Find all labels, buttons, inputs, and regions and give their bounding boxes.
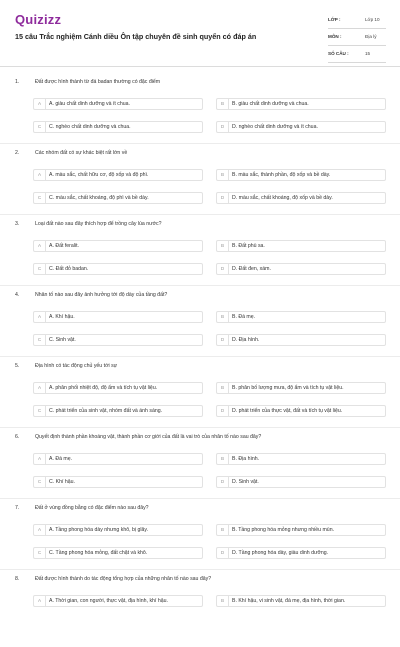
option-letter: D: [217, 193, 229, 203]
option-text: B. Tầng phong hóa mỏng nhưng nhiều mùn.: [232, 527, 335, 533]
option-b[interactable]: [216, 240, 386, 252]
option-letter: C: [34, 335, 46, 345]
option-text: A. màu sắc, chất hữu cơ, độ xốp và độ phì.: [49, 172, 149, 178]
option-letter: B: [217, 383, 229, 393]
option-letter: B: [217, 596, 229, 606]
worksheet-meta: [328, 14, 386, 65]
option-c[interactable]: [33, 476, 203, 488]
meta-grade-label: LỚP :: [328, 17, 341, 22]
option-letter: B: [217, 525, 229, 535]
option-letter: C: [34, 548, 46, 558]
option-b[interactable]: [216, 453, 386, 465]
option-b[interactable]: [216, 311, 386, 323]
option-text: C. màu sắc, chất khoáng, độ phì và bề dày.: [49, 195, 149, 201]
option-text: D. màu sắc, chất khoáng, độ xốp và bề dày.: [232, 195, 333, 201]
option-letter: B: [217, 454, 229, 464]
question-7: [0, 505, 400, 576]
question-1: [0, 79, 400, 150]
question-divider: [0, 356, 400, 357]
option-b[interactable]: [216, 169, 386, 181]
question-divider: [0, 498, 400, 499]
option-text: A. Khí hậu.: [49, 314, 75, 320]
question-divider: [0, 569, 400, 570]
option-d[interactable]: [216, 476, 386, 488]
option-a[interactable]: [33, 311, 203, 323]
option-letter: A: [34, 525, 46, 535]
question-text: Loại đất nào sau đây thích hợp để trồng cây lúa nước?: [35, 221, 162, 227]
option-c[interactable]: [33, 547, 203, 559]
option-a[interactable]: [33, 169, 203, 181]
worksheet-title: 15 câu Trắc nghiệm Cánh diều Ôn tập chuyên đề sinh quyển có đáp án: [15, 32, 257, 41]
question-number: 5.: [15, 363, 20, 369]
option-c[interactable]: [33, 263, 203, 275]
question-divider: [0, 285, 400, 286]
option-text: A. Thời gian, con người, thực vật, địa hình, khí hậu.: [49, 598, 168, 604]
option-letter: D: [217, 477, 229, 487]
question-text: Đất được hình thành do tác động tổng hợp của những nhân tố nào sau đây?: [35, 576, 212, 582]
meta-subject-row: [328, 31, 386, 46]
option-text: C. Tầng phong hóa mỏng, đất chặt và khô.: [49, 550, 148, 556]
option-letter: A: [34, 596, 46, 606]
option-letter: D: [217, 548, 229, 558]
option-c[interactable]: [33, 192, 203, 204]
option-d[interactable]: [216, 405, 386, 417]
question-text: Nhân tố nào sau đây ảnh hưởng tới độ dày của tầng đất?: [35, 292, 168, 298]
option-letter: B: [217, 99, 229, 109]
option-d[interactable]: [216, 192, 386, 204]
question-text: Đất ở vùng đồng bằng có đặc điểm nào sau đây?: [35, 505, 149, 511]
option-letter: B: [217, 170, 229, 180]
option-letter: B: [217, 312, 229, 322]
option-letter: C: [34, 477, 46, 487]
option-text: D. Địa hình.: [232, 337, 260, 343]
meta-grade-value: Lớp 10: [365, 17, 380, 22]
option-letter: D: [217, 406, 229, 416]
question-list: [0, 79, 400, 647]
question-number: 7.: [15, 505, 20, 511]
option-d[interactable]: [216, 121, 386, 133]
option-text: A. Đá mẹ.: [49, 456, 73, 462]
option-letter: A: [34, 454, 46, 464]
option-a[interactable]: [33, 240, 203, 252]
meta-subject-label: MÔN :: [328, 34, 342, 39]
option-letter: C: [34, 193, 46, 203]
option-text: C. nghèo chất dinh dưỡng và chua.: [49, 124, 131, 130]
option-a[interactable]: [33, 382, 203, 394]
question-number: 6.: [15, 434, 20, 440]
option-text: B. Khí hậu, vi sinh vật, đá mẹ, địa hình, thời gian.: [232, 598, 346, 604]
question-8: [0, 576, 400, 647]
option-text: D. Tầng phong hóa dày, giàu dinh dưỡng.: [232, 550, 329, 556]
option-text: C. Khí hậu.: [49, 479, 75, 485]
option-letter: A: [34, 241, 46, 251]
meta-count-row: [328, 48, 386, 63]
question-6: [0, 434, 400, 505]
option-text: A. Tầng phong hóa dày nhưng khô, bị glây.: [49, 527, 149, 533]
option-letter: A: [34, 99, 46, 109]
option-d[interactable]: [216, 334, 386, 346]
option-a[interactable]: [33, 453, 203, 465]
option-letter: C: [34, 264, 46, 274]
option-text: B. Địa hình.: [232, 456, 260, 462]
question-text: Địa hình có tác động chủ yếu tới sự: [35, 363, 118, 369]
meta-subject-value: Địa lý: [365, 34, 377, 39]
option-text: D. phát triển của thực vật, đất và tích tụ vật liệu.: [232, 408, 343, 414]
question-number: 1.: [15, 79, 20, 85]
meta-grade-row: [328, 14, 386, 29]
option-text: C. Sinh vật.: [49, 337, 76, 343]
question-number: 2.: [15, 150, 20, 156]
option-letter: D: [217, 264, 229, 274]
option-text: C. phát triển của sinh vật, nhóm đất và ánh sáng.: [49, 408, 163, 414]
worksheet-header: [0, 0, 400, 66]
option-c[interactable]: [33, 405, 203, 417]
question-number: 4.: [15, 292, 20, 298]
option-text: D. Sinh vật.: [232, 479, 259, 485]
option-text: D. Đất đen, xám.: [232, 266, 271, 272]
option-text: B. Đá mẹ.: [232, 314, 256, 320]
option-c[interactable]: [33, 334, 203, 346]
question-2: [0, 150, 400, 221]
option-letter: A: [34, 383, 46, 393]
option-b[interactable]: [216, 382, 386, 394]
meta-count-label: SỐ CÂU :: [328, 51, 349, 56]
question-text: Quyết định thành phần khoáng vật, thành phần cơ giới của đất là vai trò của nhân tố nào sau đây?: [35, 434, 262, 440]
option-text: A. Đất feralit.: [49, 243, 79, 249]
option-letter: A: [34, 170, 46, 180]
option-text: C. Đất đỏ badan.: [49, 266, 89, 272]
option-letter: A: [34, 312, 46, 322]
option-letter: C: [34, 122, 46, 132]
option-letter: B: [217, 241, 229, 251]
option-letter: D: [217, 335, 229, 345]
option-text: B. Đất phù sa.: [232, 243, 265, 249]
option-letter: D: [217, 122, 229, 132]
option-text: A. phân phối nhiệt độ, độ ẩm và tích tụ vật liệu.: [49, 385, 158, 391]
option-b[interactable]: [216, 98, 386, 110]
question-4: [0, 292, 400, 363]
option-b[interactable]: [216, 595, 386, 607]
option-a[interactable]: [33, 98, 203, 110]
question-number: 3.: [15, 221, 20, 227]
question-divider: [0, 214, 400, 215]
header-divider: [0, 66, 400, 67]
option-text: B. giàu chất dinh dưỡng và chua.: [232, 101, 309, 107]
meta-count-value: 15: [365, 51, 371, 56]
quizizz-logo: Quizizz: [15, 12, 62, 27]
option-text: B. phân bố lượng mưa, độ ẩm và tích tụ vật liệu.: [232, 385, 344, 391]
option-b[interactable]: [216, 524, 386, 536]
question-text: Các nhóm đất có sự khác biệt rất lớn về: [35, 150, 128, 156]
question-text: Đất được hình thành từ đá badan thường có đặc điểm: [35, 79, 161, 85]
option-d[interactable]: [216, 263, 386, 275]
option-c[interactable]: [33, 121, 203, 133]
question-divider: [0, 427, 400, 428]
question-3: [0, 221, 400, 292]
question-number: 8.: [15, 576, 20, 582]
option-text: A. giàu chất dinh dưỡng và ít chua.: [49, 101, 130, 107]
option-text: D. nghèo chất dinh dưỡng và ít chua.: [232, 124, 318, 130]
option-text: B. màu sắc, thành phần, độ xốp và bề dày.: [232, 172, 331, 178]
option-d[interactable]: [216, 547, 386, 559]
question-divider: [0, 143, 400, 144]
option-a[interactable]: [33, 524, 203, 536]
question-5: [0, 363, 400, 434]
option-letter: C: [34, 406, 46, 416]
option-a[interactable]: [33, 595, 203, 607]
